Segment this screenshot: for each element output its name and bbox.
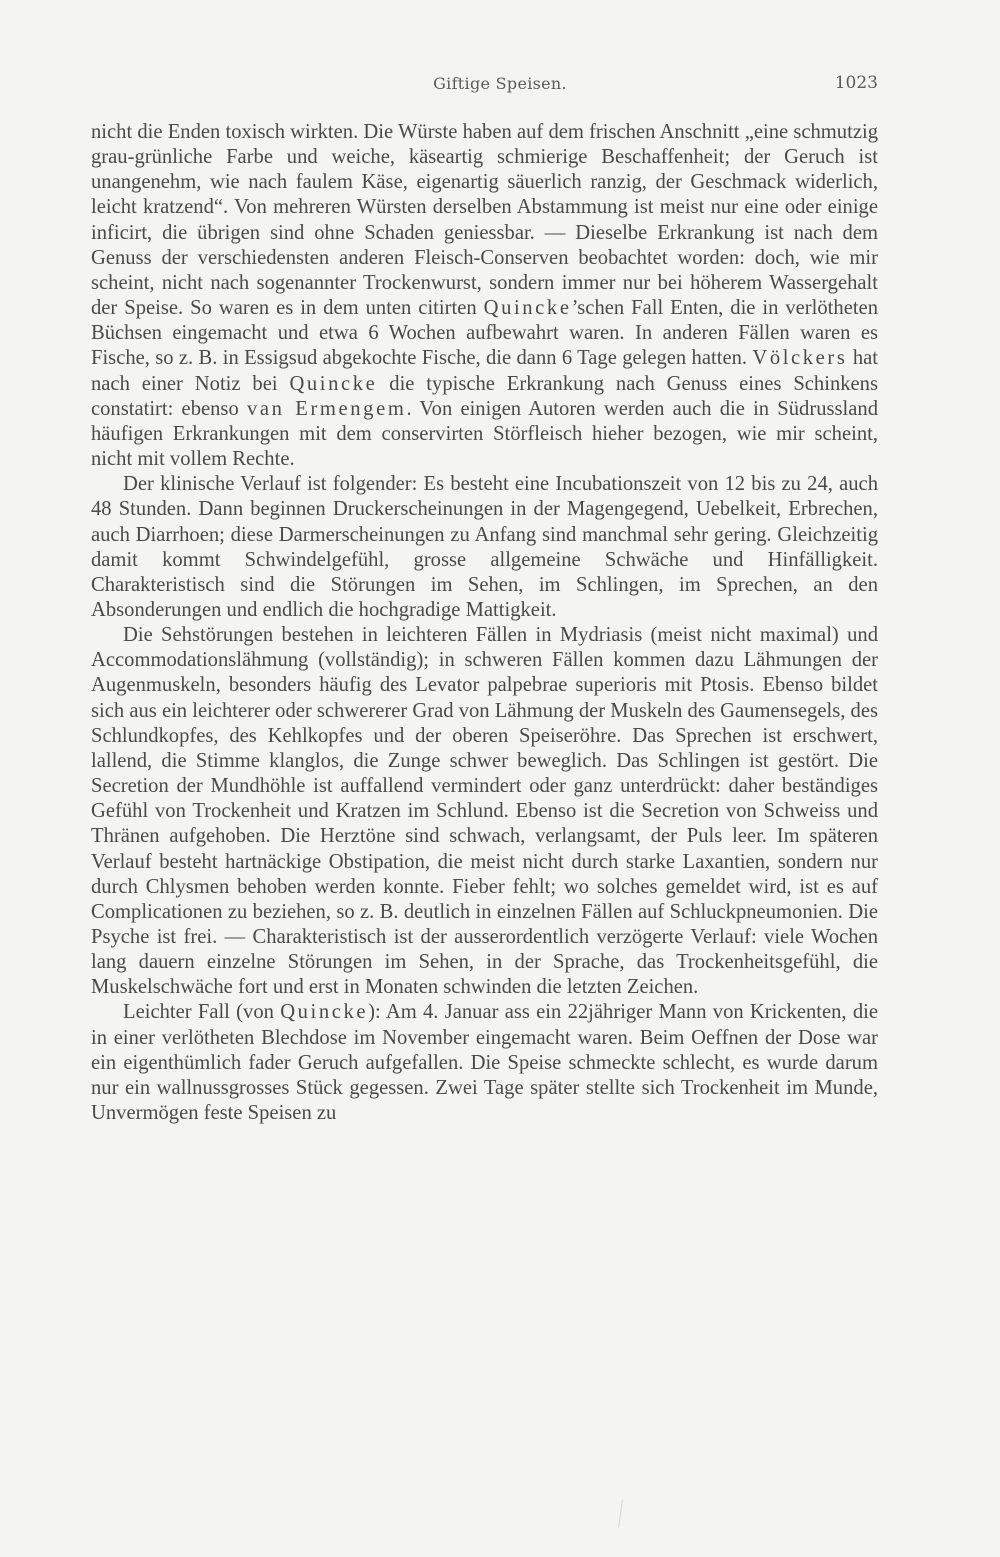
text-run: hat nach einer Notiz bei xyxy=(91,347,878,395)
paragraph xyxy=(91,1000,878,1126)
running-title: Giftige Speisen. xyxy=(433,74,567,93)
author-name: Völckers xyxy=(752,347,848,370)
text-run: . Von einigen Autoren werden auch die in Südrussland häufigen Erkrankungen mit dem conservirten Störfleisch hieher bezogen, wie mir scheint, nicht mit vollem Rechte. xyxy=(91,397,878,471)
text-run: Die Sehstörungen bestehen in leichteren Fällen in Mydriasis (meist nicht maximal) und Accommodationslähmung (vollständig); in schweren Fällen kommen dazu Lähmungen der Augenmuskeln, besonders häufig des Levator palpebrae superioris mit Ptosis. Ebenso bildet sich aus ein leichterer oder schwererer Grad von Lähmung der Muskeln des Gaumensegels, des Schlundkopfes, des Kehlkopfes und der oberen Speiseröhre. Das Sprechen ist erschwert, lallend, die Stimme klanglos, die Zunge schwer beweglich. Das Schlingen ist gestört. Die Secretion der Mundhöhle ist auffallend vermindert oder ganz unterdrückt: daher beständiges Gefühl von Trockenheit und Kratzen im Schlund. Ebenso ist die Secretion von Schweiss und Thränen aufgehoben. Die Herztöne sind schwach, verlangsamt, der Puls leer. Im späteren Verlauf besteht hartnäckige Obstipation, die meist nicht durch starke Laxantien, sondern nur durch Chlysmen behoben werden konnte. Fieber fehlt; wo solches gemeldet wird, ist es auf Complicationen zu beziehen, so z. B. deutlich in einzelnen Fällen auf Schluckpneumonien. Die Psyche ist frei. — Charakteristisch ist der ausserordentlich verzögerte Verlauf: viele Wochen lang dauern einzelne Störungen im Sehen, in der Sprache, das Trockenheitsgefühl, die Muskelschwäche fort und erst in Monaten schwinden die letzten Zeichen. xyxy=(91,624,878,999)
paper-mark xyxy=(618,1500,629,1529)
author-name: Quincke xyxy=(483,297,572,320)
author-name: van Ermengem xyxy=(246,397,407,420)
text-run: die typische Erkrankung nach Genuss eines Schinkens constatirt: ebenso xyxy=(91,372,878,420)
text-run: Der klinische Verlauf ist folgender: Es besteht eine Incubationszeit von 12 bis zu 24, auch 48 Stunden. Dann beginnen Druckerscheinungen in der Magengegend, Uebelkeit, Erbrechen, auch Diarrhoen; diese Darmerscheinungen zu Anfang sind manchmal sehr gering. Gleichzeitig damit kommt Schwindelgefühl, grosse allgemeine Schwäche und Hinfälligkeit. Charakteristisch sind die Störungen im Sehen, im Schlingen, im Sprechen, an den Absonderungen und endlich die hochgradige Mattigkeit. xyxy=(91,473,878,621)
page-number: 1023 xyxy=(834,73,878,93)
author-name: Quincke xyxy=(289,372,378,395)
text-run: ’schen Fall Enten, die in verlötheten Büchsen eingemacht und etwa 6 Wochen aufbewahrt waren. In anderen Fällen waren es Fische, so z. B. in Essigsud abgekochte Fische, die dann 6 Tage gelegen hatten. xyxy=(91,297,878,370)
author-name: Quincke xyxy=(280,1001,369,1024)
body-text xyxy=(91,120,878,1126)
paragraph xyxy=(91,623,878,1000)
text-run: Leichter Fall (von xyxy=(123,1001,281,1024)
text-run: nicht die Enden toxisch wirkten. Die Würste haben auf dem frischen Anschnitt „eine schmutzig grau-grünliche Farbe und weiche, käseartig schmierige Beschaffenheit; der Geruch ist unangenehm, wie nach faulem Käse, eigenartig säuerlich ranzig, der Geschmack widerlich, leicht kratzend“. Von mehreren Würsten derselben Abstammung ist meist nur eine oder einige inficirt, die übrigen sind ohne Schaden geniessbar. — Dieselbe Erkrankung ist nach dem Genuss der verschiedensten anderen Fleisch-Conserven beobachtet worden: doch, wie mir scheint, nicht nach sogenannter Trockenwurst, sondern immer nur bei höherem Wassergehalt der Speise. So waren es in dem unten citirten xyxy=(91,121,878,320)
paragraph xyxy=(91,120,878,472)
text-run: ): Am 4. Januar ass ein 22jähriger Mann von Krickenten, die in einer verlötheten Blechdose im November eingemacht waren. Beim Oeffnen der Dose war ein eigenthümlich fader Geruch aufgefallen. Die Speise schmeckte schlecht, es wurde darum nur ein wallnussgrosses Stück gegessen. Zwei Tage später stellte sich Trockenheit im Munde, Unvermögen feste Speisen zu xyxy=(91,1001,878,1125)
paragraph xyxy=(91,472,878,623)
